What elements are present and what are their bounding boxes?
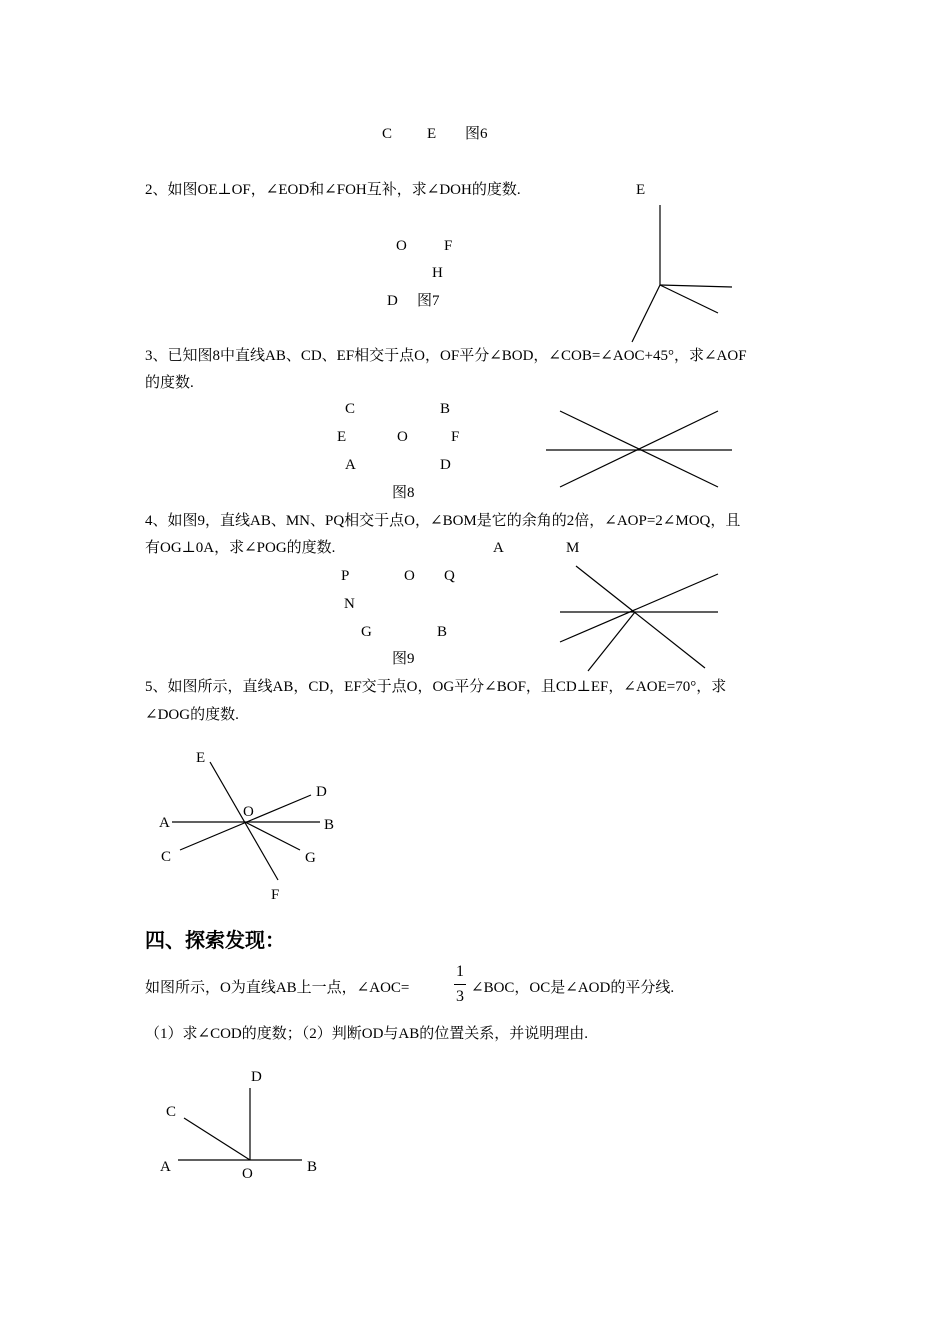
figure-section-4	[178, 1088, 302, 1160]
fig8-label-d: D	[440, 457, 451, 473]
fig5-label-o: O	[243, 804, 254, 820]
fig8-label-a: A	[345, 457, 356, 473]
fig9-label-o: O	[404, 568, 415, 584]
section-heading: 四、探索发现：	[145, 928, 285, 952]
question-3-line-1: 3、已知图8中直线AB、CD、EF相交于点O，OF平分∠BOD，∠COB=∠AOC+45°，求∠AOF	[145, 348, 747, 364]
fig7-label-f: F	[444, 238, 453, 254]
figure-q5	[172, 762, 320, 880]
fig9-label-g: G	[361, 624, 372, 640]
fig7-label-e: E	[636, 182, 646, 198]
ray-od	[632, 285, 660, 342]
figure-8	[546, 411, 732, 487]
fig5-label-c: C	[161, 849, 172, 865]
fig8-label-o: O	[397, 429, 408, 445]
fig8-label-e: E	[337, 429, 347, 445]
fig6-label-e: E	[427, 126, 437, 142]
fig-s4-label-d: D	[251, 1069, 262, 1085]
fig8-caption: 图8	[392, 485, 415, 501]
fig9-label-q: Q	[444, 568, 455, 584]
fraction-bar	[454, 984, 466, 985]
fig5-label-a: A	[159, 815, 170, 831]
fig5-label-b: B	[324, 817, 335, 833]
fig8-label-f: F	[451, 429, 460, 445]
fig7-label-h: H	[432, 265, 443, 281]
question-2-text: 2、如图OE⊥OF，∠EOD和∠FOH互补，求∠DOH的度数.	[145, 182, 521, 198]
question-4-line-1: 4、如图9，直线AB、MN、PQ相交于点O，∠BOM是它的余角的2倍，∠AOP=2∠MOQ，且	[145, 513, 741, 529]
ray-oc	[184, 1118, 250, 1160]
fig-s4-label-o: O	[242, 1166, 253, 1182]
ray-oh	[660, 285, 718, 313]
line-mn	[560, 574, 718, 642]
question-3-line-2: 的度数.	[145, 375, 194, 391]
fig9-label-p: P	[341, 568, 350, 584]
fig9-label-m: M	[566, 540, 580, 556]
ray-og	[588, 612, 635, 671]
fig5-label-d: D	[316, 784, 327, 800]
section-4-text-before: 如图所示，O为直线AB上一点，∠AOC=	[145, 980, 410, 996]
ray-of	[660, 285, 732, 287]
fig7-label-d: D	[387, 293, 398, 309]
fig9-label-n: N	[344, 596, 355, 612]
fig6-label-c: C	[382, 126, 393, 142]
section-4-text-after: ∠BOC，OC是∠AOD的平分线.	[471, 980, 675, 996]
fig5-label-f: F	[271, 887, 280, 903]
fig-s4-label-b: B	[307, 1159, 318, 1175]
fig9-label-a: A	[493, 540, 504, 556]
fig6-caption: 图6	[465, 126, 488, 142]
fig9-caption: 图9	[392, 651, 415, 667]
fig5-label-e: E	[196, 750, 206, 766]
fig9-label-b: B	[437, 624, 448, 640]
fig7-caption: 图7	[417, 293, 440, 309]
figure-9	[560, 566, 718, 671]
figure-7	[632, 205, 732, 342]
fig-s4-label-c: C	[166, 1104, 177, 1120]
fig8-label-c: C	[345, 401, 356, 417]
fraction-denominator: 3	[456, 988, 464, 1005]
fraction-numerator: 1	[456, 963, 464, 980]
line-ab	[576, 566, 705, 668]
fig-s4-label-a: A	[160, 1159, 171, 1175]
section-4-subquestions: （1）求∠COD的度数；（2）判断OD与AB的位置关系，并说明理由.	[145, 1026, 588, 1042]
question-5-line-1: 5、如图所示，直线AB，CD，EF交于点O，OG平分∠BOF，且CD⊥EF，∠AOE=70°，求	[145, 679, 727, 695]
question-5-line-2: ∠DOG的度数.	[145, 707, 239, 723]
fig8-label-b: B	[440, 401, 451, 417]
line-ef	[210, 762, 278, 880]
fig5-label-g: G	[305, 850, 316, 866]
question-4-line-2: 有OG⊥0A，求∠POG的度数.	[145, 540, 336, 556]
fig7-label-o: O	[396, 238, 407, 254]
